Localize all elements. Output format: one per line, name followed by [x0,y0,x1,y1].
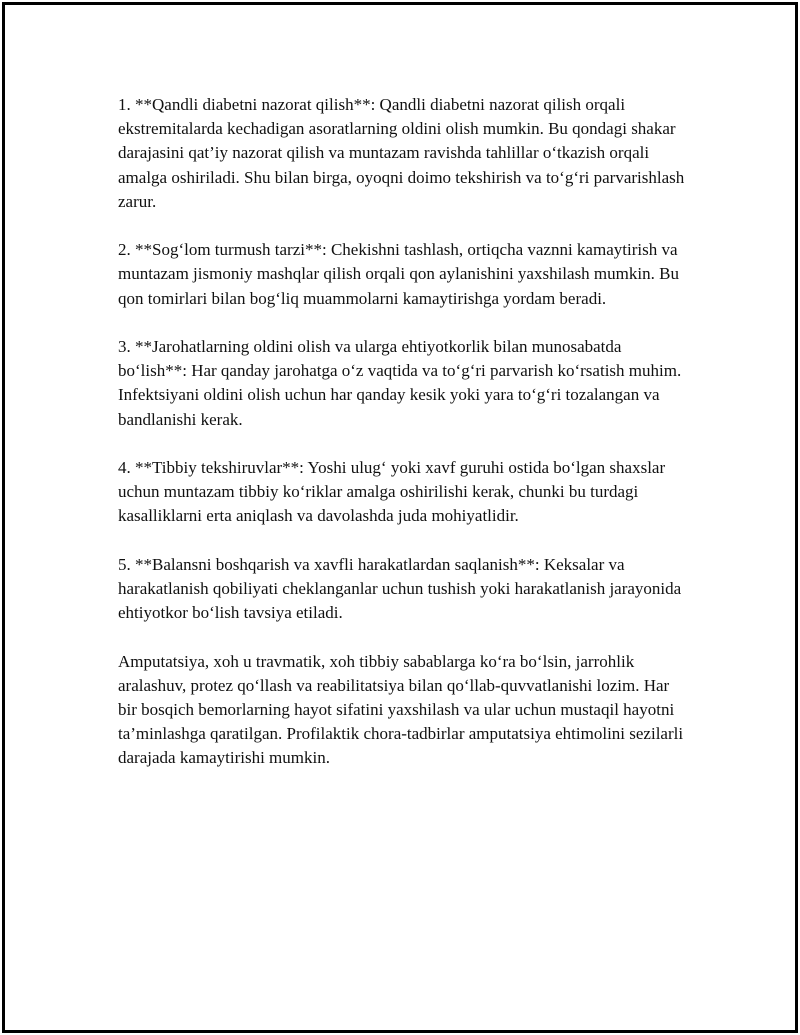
document-body [118,93,688,795]
paragraph-healthy-lifestyle: 2. **Sog‘lom turmush tarzi**: Chekishni tashlash, ortiqcha vaznni kamaytirish va muntazam jismoniy mashqlar qilish orqali qon aylanishini yaxshilash mumkin. Bu qon tomirlari bilan bog‘liq muammolarni kamaytirishga yordam beradi. [118,240,679,308]
paragraph-amputation-summary: Amputatsiya, xoh u travmatik, xoh tibbiy sabablarga ko‘ra bo‘lsin, jarrohlik aralashuv, protez qo‘llash va reabilitatsiya bilan qo‘llab-quvvatlanishi lozim. Har bir bosqich bemorlarning hayot sifatini yaxshilash va ular uchun mustaqil hayotni ta’minlashga qaratilgan. Profilaktik chora-tadbirlar amputatsiya ehtimolini sezilarli darajada kamaytirishi mumkin. [118,651,684,768]
paragraph-diabetes-control: 1. **Qandli diabetni nazorat qilish**: Qandli diabetni nazorat qilish orqali ekstremitalarda kechadigan asoratlarning oldini olish mumkin. Bu qondagi shakar darajasini qat’iy nazorat qilish va muntazam ravishda tahlillar o‘tkazish orqali amalga oshiriladi. Shu bilan birga, oyoqni doimo tekshirish va to‘g‘ri parvarishlash zarur. [118,95,685,211]
paragraph-medical-checkups: 4. **Tibbiy tekshiruvlar**: Yoshi ulug‘ yoki xavf guruhi ostida bo‘lgan shaxslar uchun muntazam tibbiy ko‘riklar amalga oshirilishi kerak, chunki bu turdagi kasalliklarni erta aniqlash va davolashda juda mohiyatlidir. [118,458,666,526]
paragraph-balance-management: 5. **Balansni boshqarish va xavfli harakatlardan saqlanish**: Keksalar va harakatlanish qobiliyati cheklanganlar uchun tushish yoki harakatlanish jarayonida ehtiyotkor bo‘lish tavsiya etiladi. [118,554,682,623]
paragraph-injury-prevention: 3. **Jarohatlarning oldini olish va ularga ehtiyotkorlik bilan munosabatda bo‘lish**: Har qanday jarohatga o‘z vaqtida va to‘g‘ri parvarish ko‘rsatish muhim. Infektsiyani oldini olish uchun har qanday kesik yoki yara to‘g‘ri tozalangan va bandlanishi kerak. [118,337,682,429]
